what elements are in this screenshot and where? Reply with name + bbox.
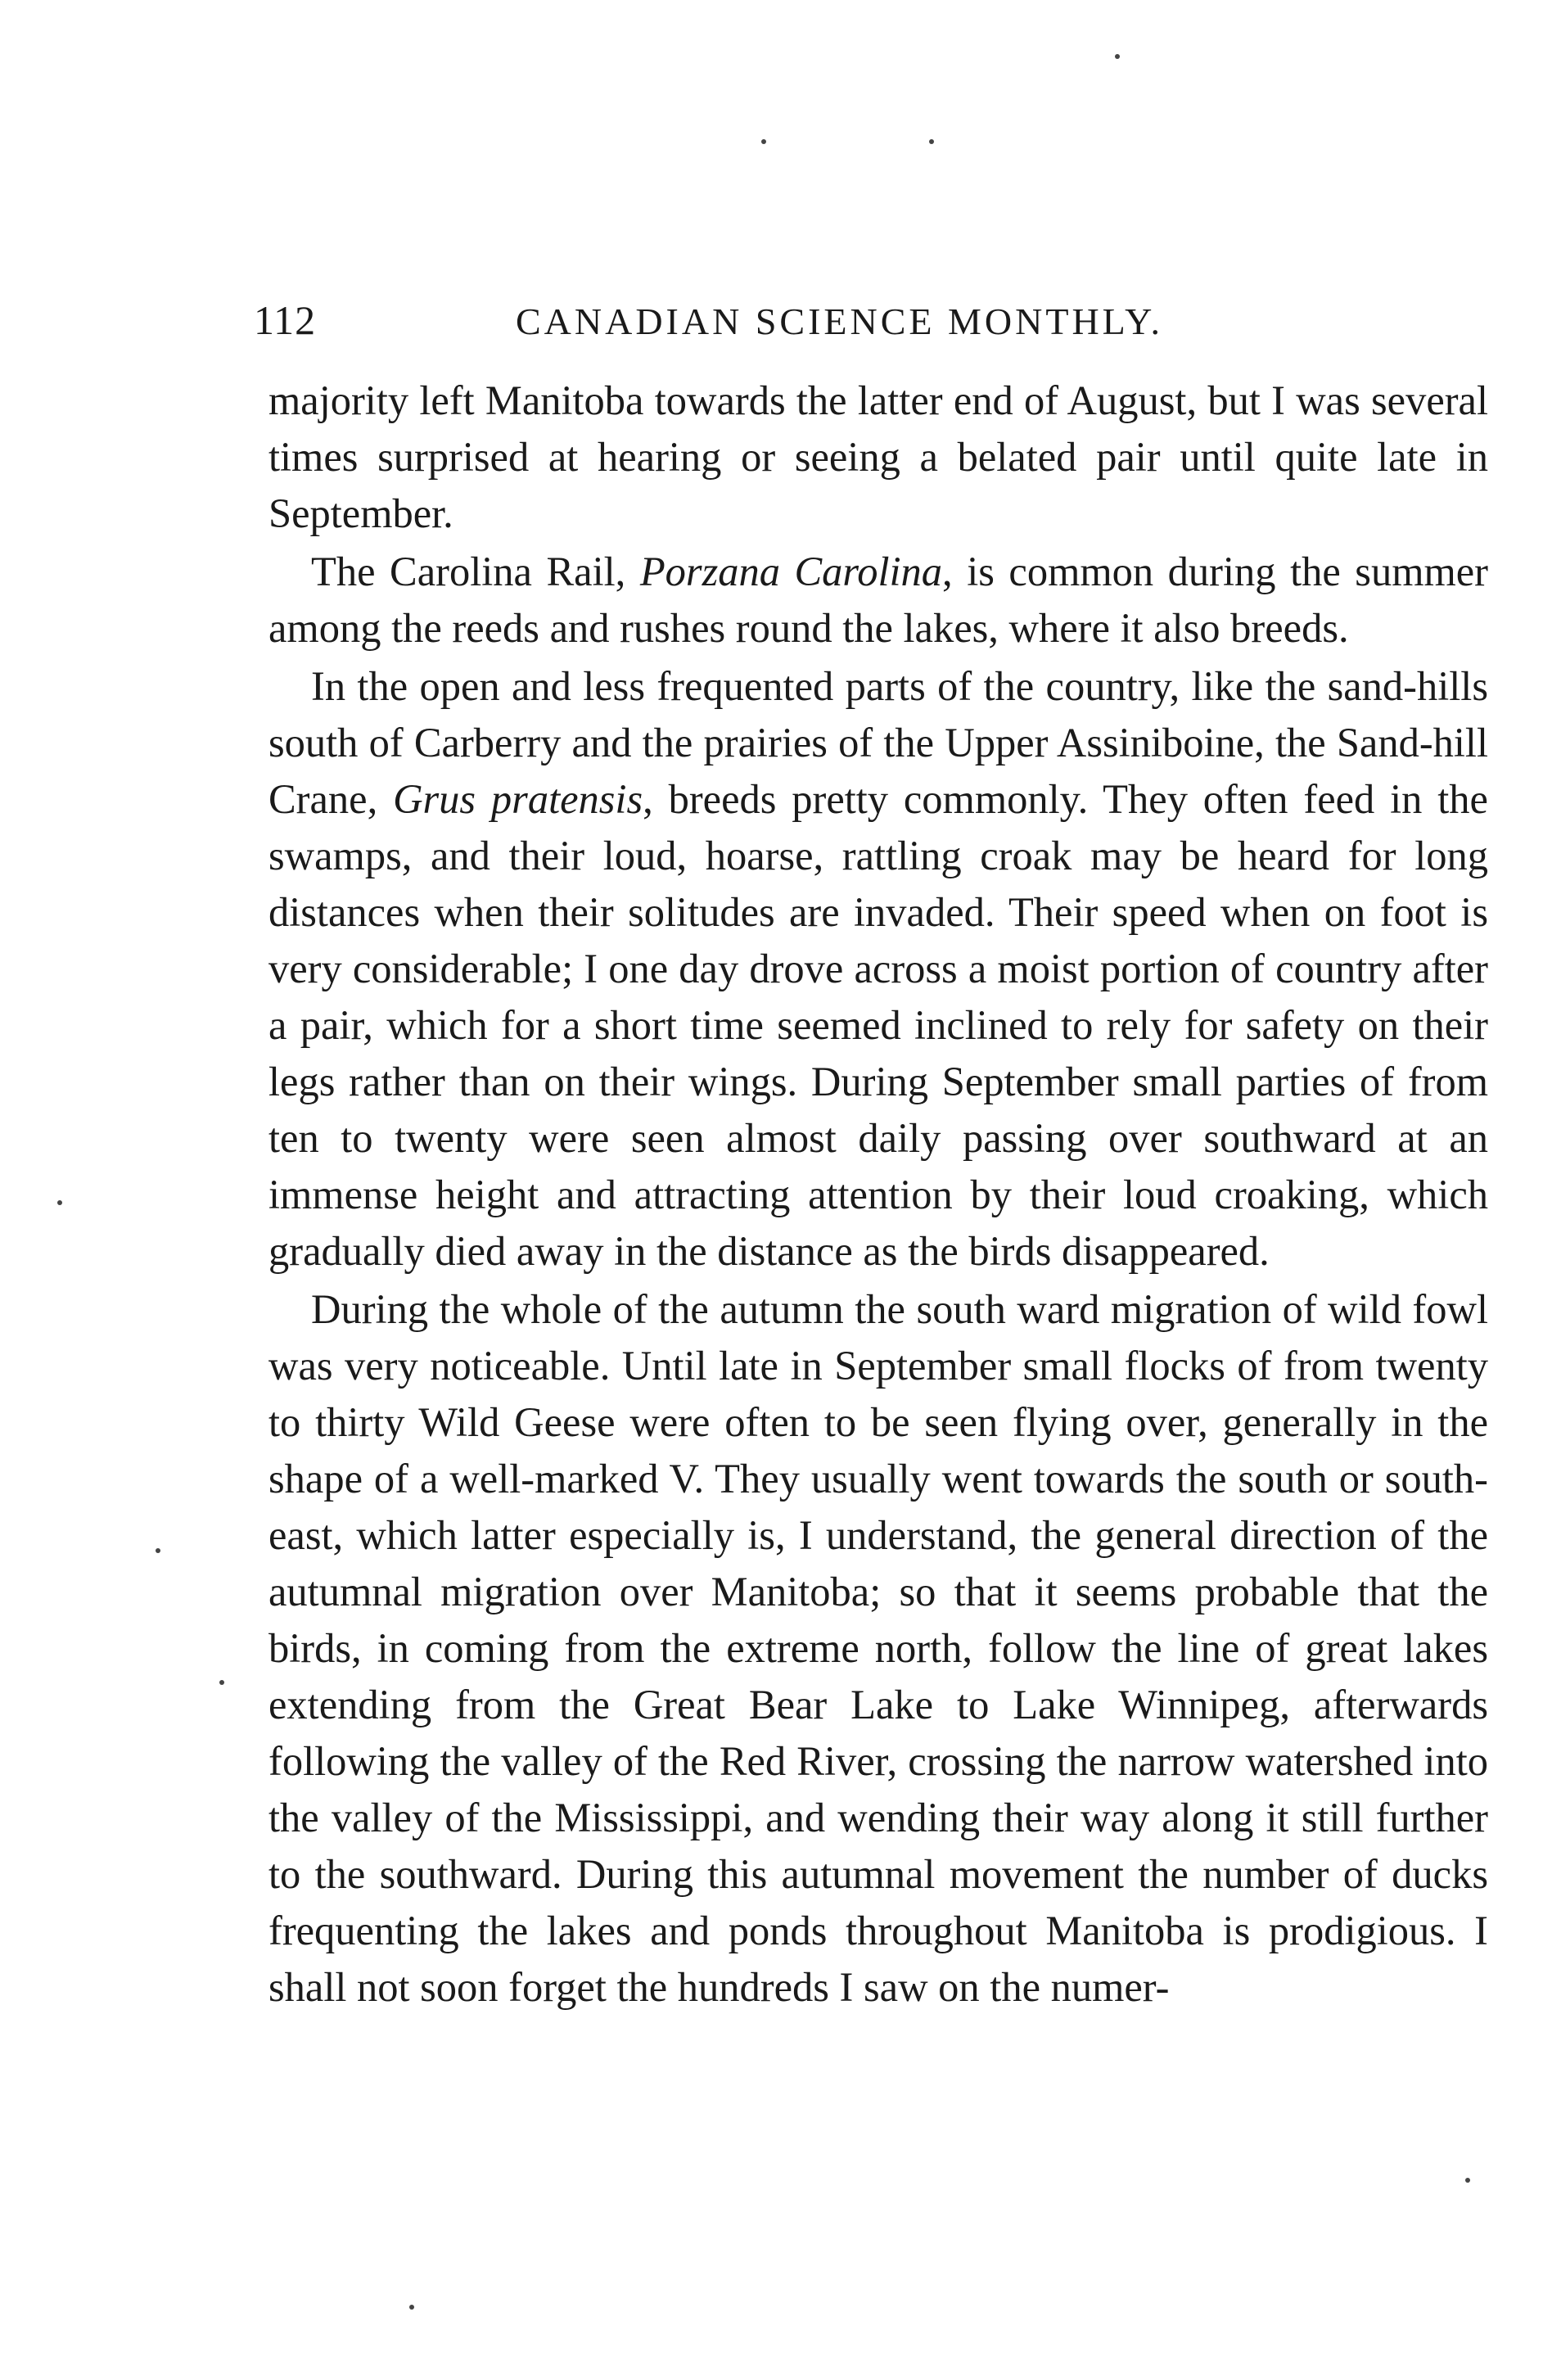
journal-title: CANADIAN SCIENCE MONTHLY. [516,300,1163,342]
body-text [268,373,1488,2016]
paragraph-4: During the whole of the autumn the south ward migration of wild fowl was very noticeable. Until late in September small flocks of from twenty to thirty Wild Geese were often to be seen flying over, generally in the shape of a well-marked V. They usually went towards the south or south-east, which latter especially is, I understand, the general direction of the autumnal migration over Manitoba; so that it seems probable that the birds, in coming from the extreme north, follow the line of great lakes extending from the Great Bear Lake to Lake Winnipeg, afterwards following the valley of the Red River, crossing the narrow watershed into the valley of the Mississippi, and wending their way along it still further to the southward. During this autumnal movement the number of ducks frequenting the lakes and ponds throughout Manitoba is prodigious. I shall not soon forget the hundreds I saw on the numer- [268,1286,1488,2010]
species-name-grus-pratensis: Grus pratensis [393,776,643,822]
paragraph-2-text-after: , is common during the summer among the reeds and rushes round the lakes, where it also breeds. [268,549,1488,651]
scan-speck [57,1200,62,1205]
scan-speck [219,1680,224,1685]
scan-speck [1115,54,1120,59]
paragraph-2 [268,544,1488,657]
scan-speck [409,2305,414,2310]
scan-speck [156,1548,160,1553]
paragraph-2-text-before: The Carolina Rail, [311,549,640,594]
species-name-porzana-carolina: Porzana Carolina [639,549,943,594]
paragraph-3 [268,658,1488,1280]
paragraph-3-text-after: , breeds pretty commonly. They often feed in the swamps, and their loud, hoarse, rattling croak may be heard for long distances when their solitudes are invaded. Their speed when on foot is very considerable; I one day drove across a moist portion of country after a pair, which for a short time seemed inclined to rely for safety on their legs rather than on their wings. During September small parties of from ten to twenty were seen almost daily passing over southward at an immense height and attracting attention by their loud croaking, which gradually died away in the distance as the birds disappeared. [268,776,1488,1274]
scan-speck [761,139,766,144]
scan-speck [1465,2178,1470,2183]
running-head [254,296,1236,354]
paragraph-3-text-before: In the open and less frequented parts of the country, like the sand-hills south of Carberry and the prairies of the Upper Assiniboine, the Sand-hill Crane, [268,663,1488,822]
page-number: 112 [254,297,317,343]
scan-speck [929,139,934,144]
paragraph-1: majority left Manitoba towards the latter end of August, but I was several times surprised at hearing or seeing a belated pair until quite late in September. [268,377,1488,536]
